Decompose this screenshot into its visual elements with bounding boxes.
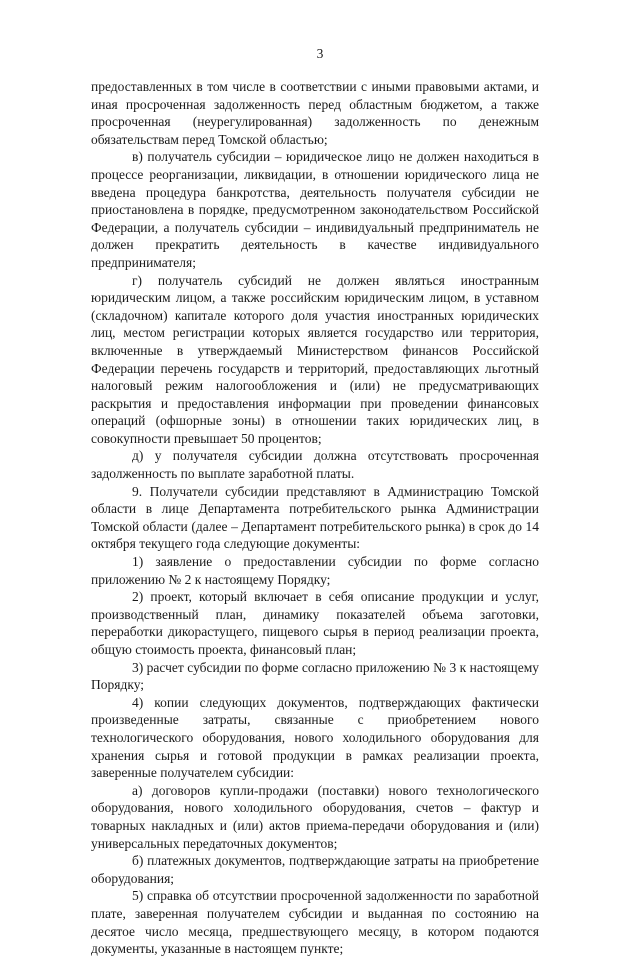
- paragraph-doc-1: 1) заявление о предоставлении субсидии по форме согласно приложению № 2 к настоящему Порядку;: [91, 554, 539, 587]
- paragraph-doc-4b: б) платежных документов, подтверждающие затраты на приобретение оборудования;: [91, 853, 539, 886]
- paragraph-item-d: д) у получателя субсидии должна отсутствовать просроченная задолженность по выплате заработной платы.: [91, 448, 539, 482]
- paragraph-doc-5: 5) справка об отсутствии просроченной задолженности по заработной плате, заверенная получателем субсидии и выданная по состоянию на десятое число месяца, предшествующего месяцу, в котором подаются документы, указанные в настоящем пункте;: [91, 888, 539, 957]
- page-number: 3: [316, 46, 324, 61]
- paragraph-item-g: г) получатель субсидий не должен являться иностранным юридическим лицом, а также российским юридическим лицом, в уставном (складочном) капитале которого доля участия иностранных юридических лиц, местом регистрации которых является государство или территория, включенные в утверждаемый Министерством финансов Российской Федерации перечень государств и территорий, предоставляющих льготный налоговый режим налогообложения и (или) не предусматривающих раскрытия и предоставления информации при проведении финансовых операций (офшорные зоны) в отношении таких юридических лиц, в совокупности превышает 50 процентов;: [91, 272, 539, 446]
- paragraph-doc-4a: а) договоров купли-продажи (поставки) нового технологического оборудования, нового холодильного оборудования, счетов – фактур и товарных накладных и (или) актов приема-передачи оборудования и (или) универсальных передаточных документов;: [91, 782, 539, 851]
- paragraph-doc-2: 2) проект, который включает в себя описание продукции и услуг, производственный план, динамику показателей объема заготовки, переработки дикорастущего, пищевого сырья в период реализации проекта, общую стоимость проекта, финансовый план;: [91, 589, 539, 657]
- paragraph-continuation: предоставленных в том числе в соответствии с иными правовыми актами, и иная просроченная задолженность перед областным бюджетом, а также просроченная (неурегулированная) задолженность по денежным обязательствам перед Томской областью;: [91, 79, 539, 147]
- document-body: [91, 78, 539, 958]
- paragraph-clause-9: 9. Получатели субсидии представляют в Администрацию Томской области в лице Департамента потребительского рынка Администрации Томской области (далее – Департамент потребительского рынка) в срок до 14 октября текущего года следующие документы:: [91, 483, 539, 552]
- paragraph-item-v: в) получатель субсидии – юридическое лицо не должен находиться в процессе реорганизации, ликвидации, в отношении юридического лица не введена процедура банкротства, деятельность получателя субсидии не приостановлена в порядке, предусмотренном законодательством Российской Федерации, а получатель субсидии – индивидуальный предприниматель не должен прекратить деятельность в качестве индивидуального предпринимателя;: [91, 149, 539, 270]
- paragraph-doc-3: 3) расчет субсидии по форме согласно приложению № 3 к настоящему Порядку;: [91, 659, 539, 693]
- paragraph-doc-4: 4) копии следующих документов, подтверждающих фактически произведенные затраты, связанные с приобретением нового технологического оборудования, нового холодильного оборудования для хранения сырья и готовой продукции в рамках реализации проекта, заверенные получателем субсидии:: [91, 694, 539, 781]
